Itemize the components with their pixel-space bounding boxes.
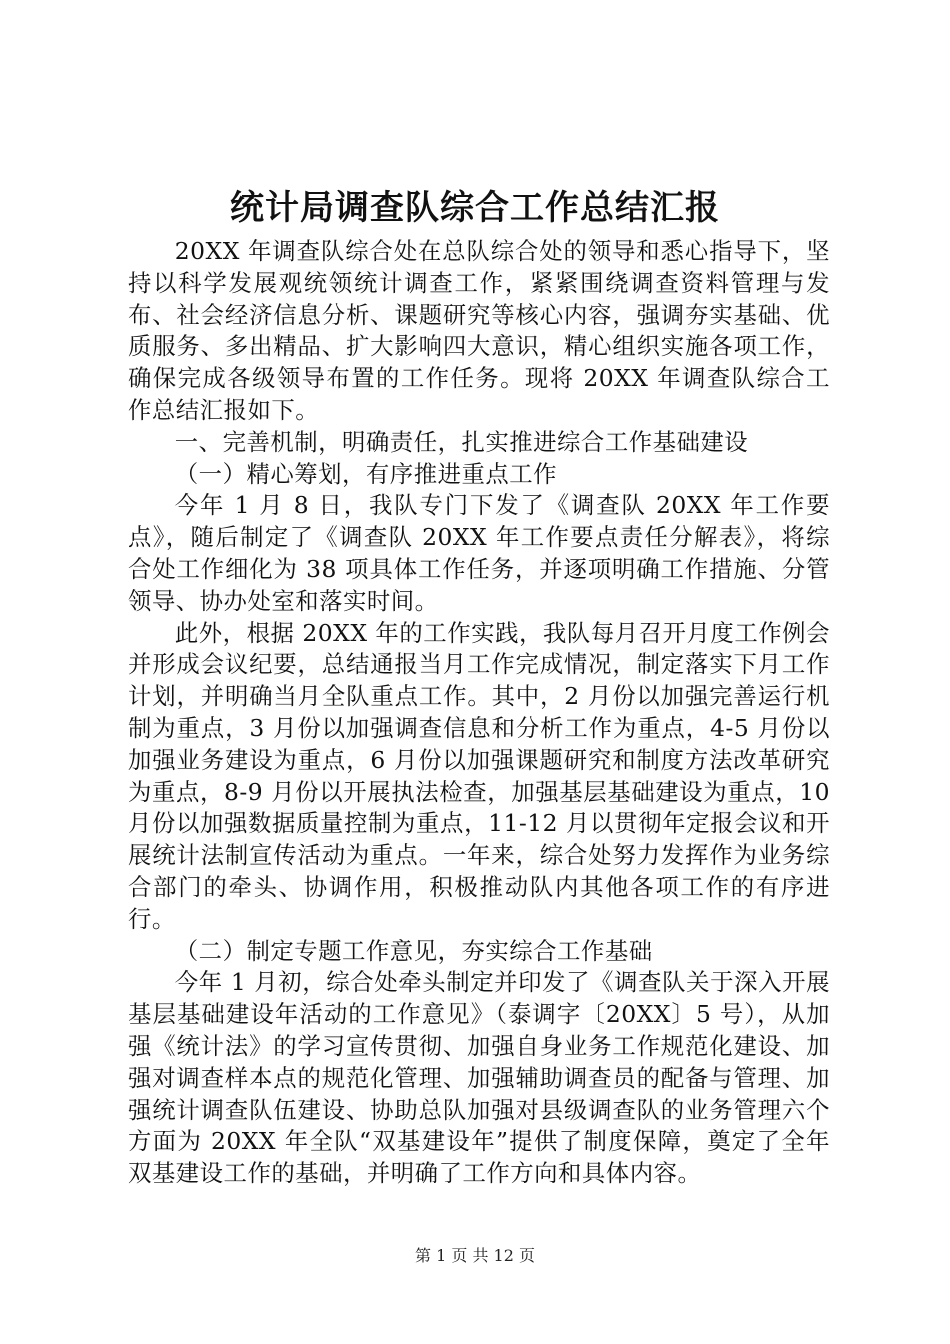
body-paragraph: 今年 1 月初，综合处牵头制定并印发了《调查队关于深入开展基层基础建设年活动的工作意见》（泰调字〔20XX〕5 号），从加强《统计法》的学习宣传贯彻、加强自身业务工作规范化建设、加强对调查样本点的规范化管理、加强辅助调查员的配备与管理、加强统计调查队伍建设、协助总队加强对县级调查队的业务管理六个方面为 20XX 年全队“双基建设年”提供了制度保障，奠定了全年双基建设工作的基础，并明确了工作方向和具体内容。 — [128, 968, 830, 1188]
body-paragraph: 今年 1 月 8 日，我队专门下发了《调查队 20XX 年工作要点》，随后制定了《调查队 20XX 年工作要点责任分解表》，将综合处工作细化为 38 项具体工作任务，并逐项明确工作措施、分管领导、协办处室和落实时间。 — [128, 491, 830, 615]
document-body — [128, 236, 830, 1190]
document-title: 统计局调查队综合工作总结汇报 — [230, 188, 720, 228]
intro-paragraph: 20XX 年调查队综合处在总队综合处的领导和悉心指导下，坚持以科学发展观统领统计调查工作，紧紧围绕调查资料管理与发布、社会经济信息分析、课题研究等核心内容，强调夯实基础、优质服务、多出精品、扩大影响四大意识，精心组织实施各项工作，确保完成各级领导布置的工作任务。现将 20XX 年调查队综合工作总结汇报如下。 — [128, 237, 830, 424]
page-number-footer: 第 1 页 共 12 页 — [415, 1246, 535, 1265]
body-paragraph: 此外，根据 20XX 年的工作实践，我队每月召开月度工作例会并形成会议纪要，总结通报当月工作完成情况，制定落实下月工作计划，并明确当月全队重点工作。其中，2 月份以加强完善运行机制为重点，3 月份以加强调查信息和分析工作为重点，4-5 月份以加强业务建设为重点，6 月份以加强课题研究和制度方法改革研究为重点，8-9 月份以开展执法检查，加强基层基础建设为重点，10 月份以加强数据质量控制为重点，11-12 月以贯彻年定报会议和开展统计法制宣传活动为重点。一年来，综合处努力发挥作为业务综合部门的牵头、协调作用，积极推动队内其他各项工作的有序进行。 — [128, 618, 830, 933]
subsection-heading-1: （一）精心筹划，有序推进重点工作 — [174, 459, 558, 488]
subsection-heading-2: （二）制定专题工作意见，夯实综合工作基础 — [174, 936, 653, 965]
section-heading-1: 一、完善机制，明确责任，扎实推进综合工作基础建设 — [174, 427, 749, 456]
